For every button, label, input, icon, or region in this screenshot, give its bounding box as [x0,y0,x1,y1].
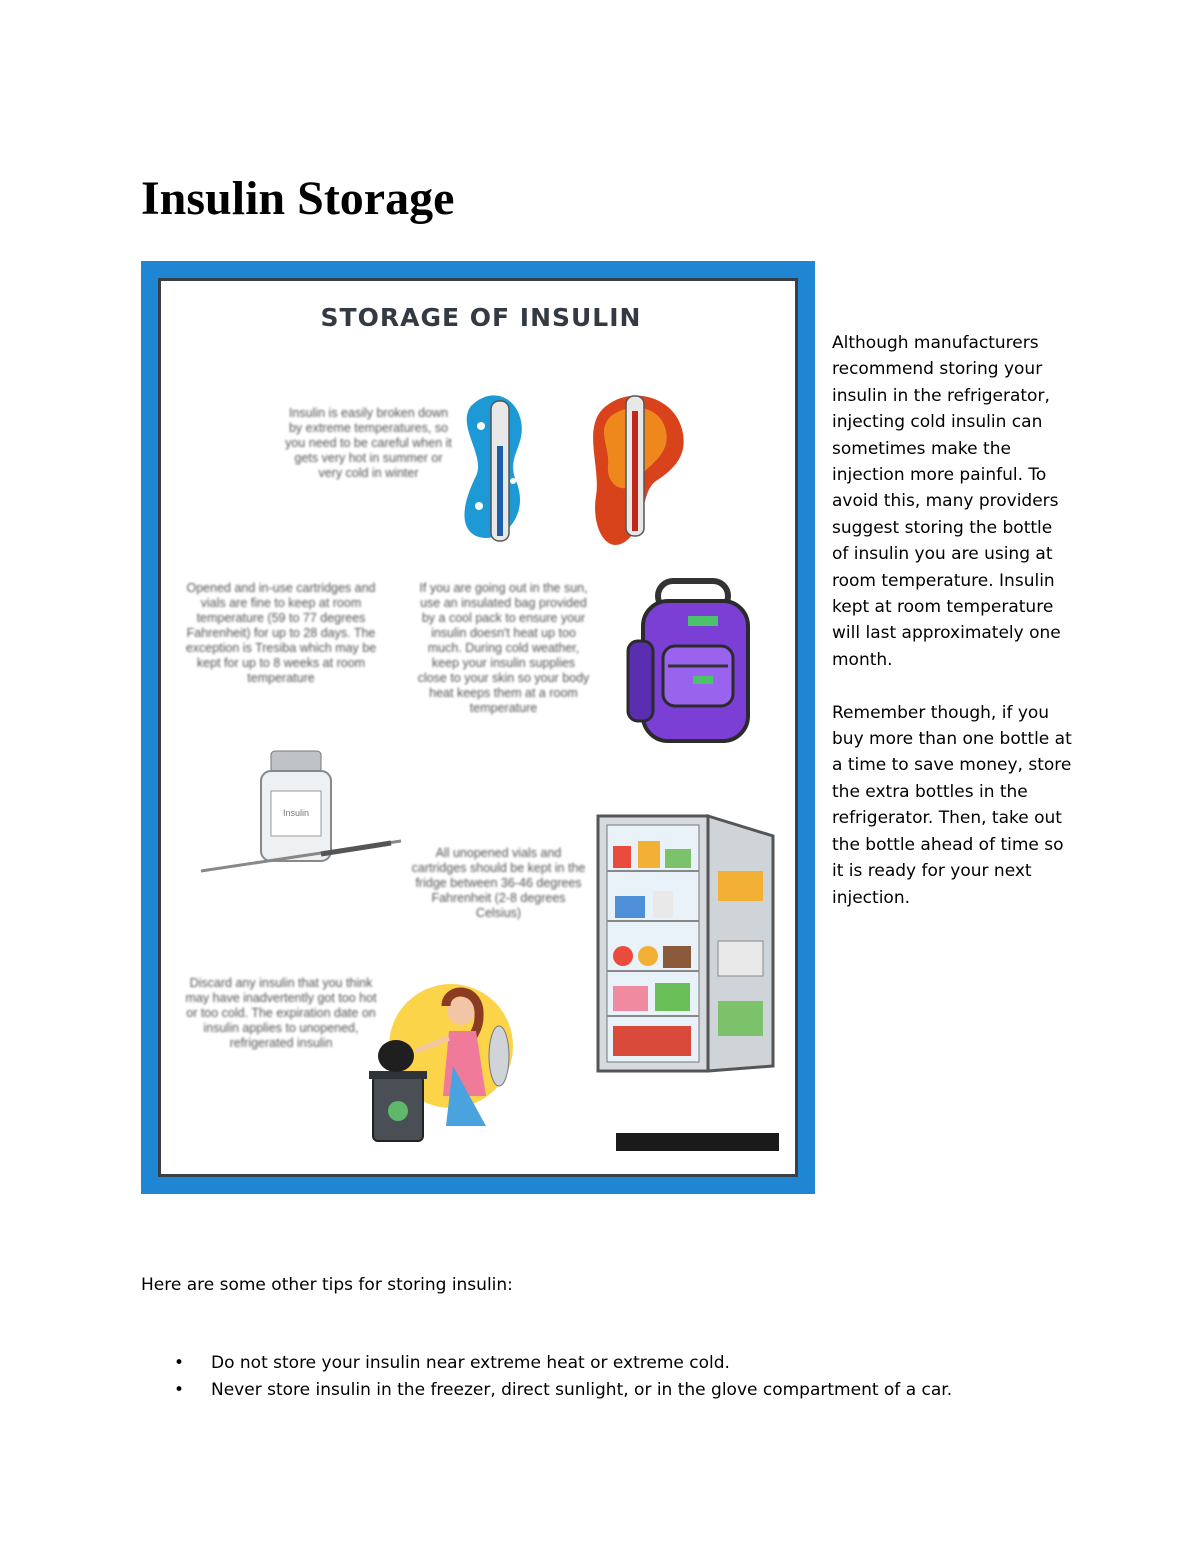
tips-list [141,1350,1091,1404]
side-paragraph-extra-bottles: Remember though, if you buy more than one bottle at a time to save money, store the extra bottles in the refrigerator. Then, take out the bottle ahead of time so it is ready for your next injection. [832,702,1072,908]
vial-label: Insulin [282,808,310,818]
insulin-vial-illustration [201,746,411,876]
side-paragraph-room-temp: Although manufacturers recommend storing your insulin in the refrigerator, injecting cold insulin can sometimes make the injection more painful. To avoid this, many providers suggest storing the bottle of insulin you are using at room temperature. Insulin kept at room temperature will last approximately one month. [832,333,1061,670]
document-title: Insulin Storage [141,172,455,225]
refrigerator-illustration [593,811,783,1076]
poster-text-travel: If you are going out in the sun, use an insulated bag provided by a cool pack to ensure your insulin doesn't heat up too much. During cold weather, keep your insulin supplies close to your skin so your body heat keeps them at a room temperature [417,581,590,715]
hot-thermometer-illustration [586,386,706,556]
tip-text: Never store insulin in the freezer, direct sunlight, or in the glove compartment of a car. [211,1380,953,1400]
bullet: • [174,1380,185,1400]
discard-insulin-illustration [361,976,531,1146]
poster-heading: STORAGE OF INSULIN [320,303,642,332]
side-column [832,330,1072,937]
bullet: • [174,1353,185,1373]
poster-text-room-temp: Opened and in-use cartridges and vials are fine to keep at room temperature (59 to 77 degrees Fahrenheit) for up to 28 days. The exception is Tresiba which may be kept for up to 8 weeks at room temperature [185,581,377,685]
list-item [141,1377,1091,1404]
poster-text-extreme-temps: Insulin is easily broken down by extreme temperatures, so you need to be careful when it gets very hot in summer or very cold in winter [285,406,452,480]
backpack-illustration [623,571,773,751]
insulin-storage-poster [141,261,815,1194]
poster-text-discard: Discard any insulin that you think may have inadvertently got too hot or too cold. The expiration date on insulin applies to unopened, refrigerated insulin [185,976,377,1050]
list-item [141,1350,1091,1377]
cold-thermometer-illustration [461,386,581,556]
poster-text-fridge: All unopened vials and cartridges should be kept in the fridge between 36-46 degrees Fahrenheit (2-8 degrees Celsius) [411,846,586,920]
tip-text: Do not store your insulin near extreme heat or extreme cold. [211,1353,730,1373]
poster-brand-strip [616,1133,779,1151]
poster-panel [158,278,798,1177]
tips-intro: Here are some other tips for storing insulin: [141,1275,513,1295]
